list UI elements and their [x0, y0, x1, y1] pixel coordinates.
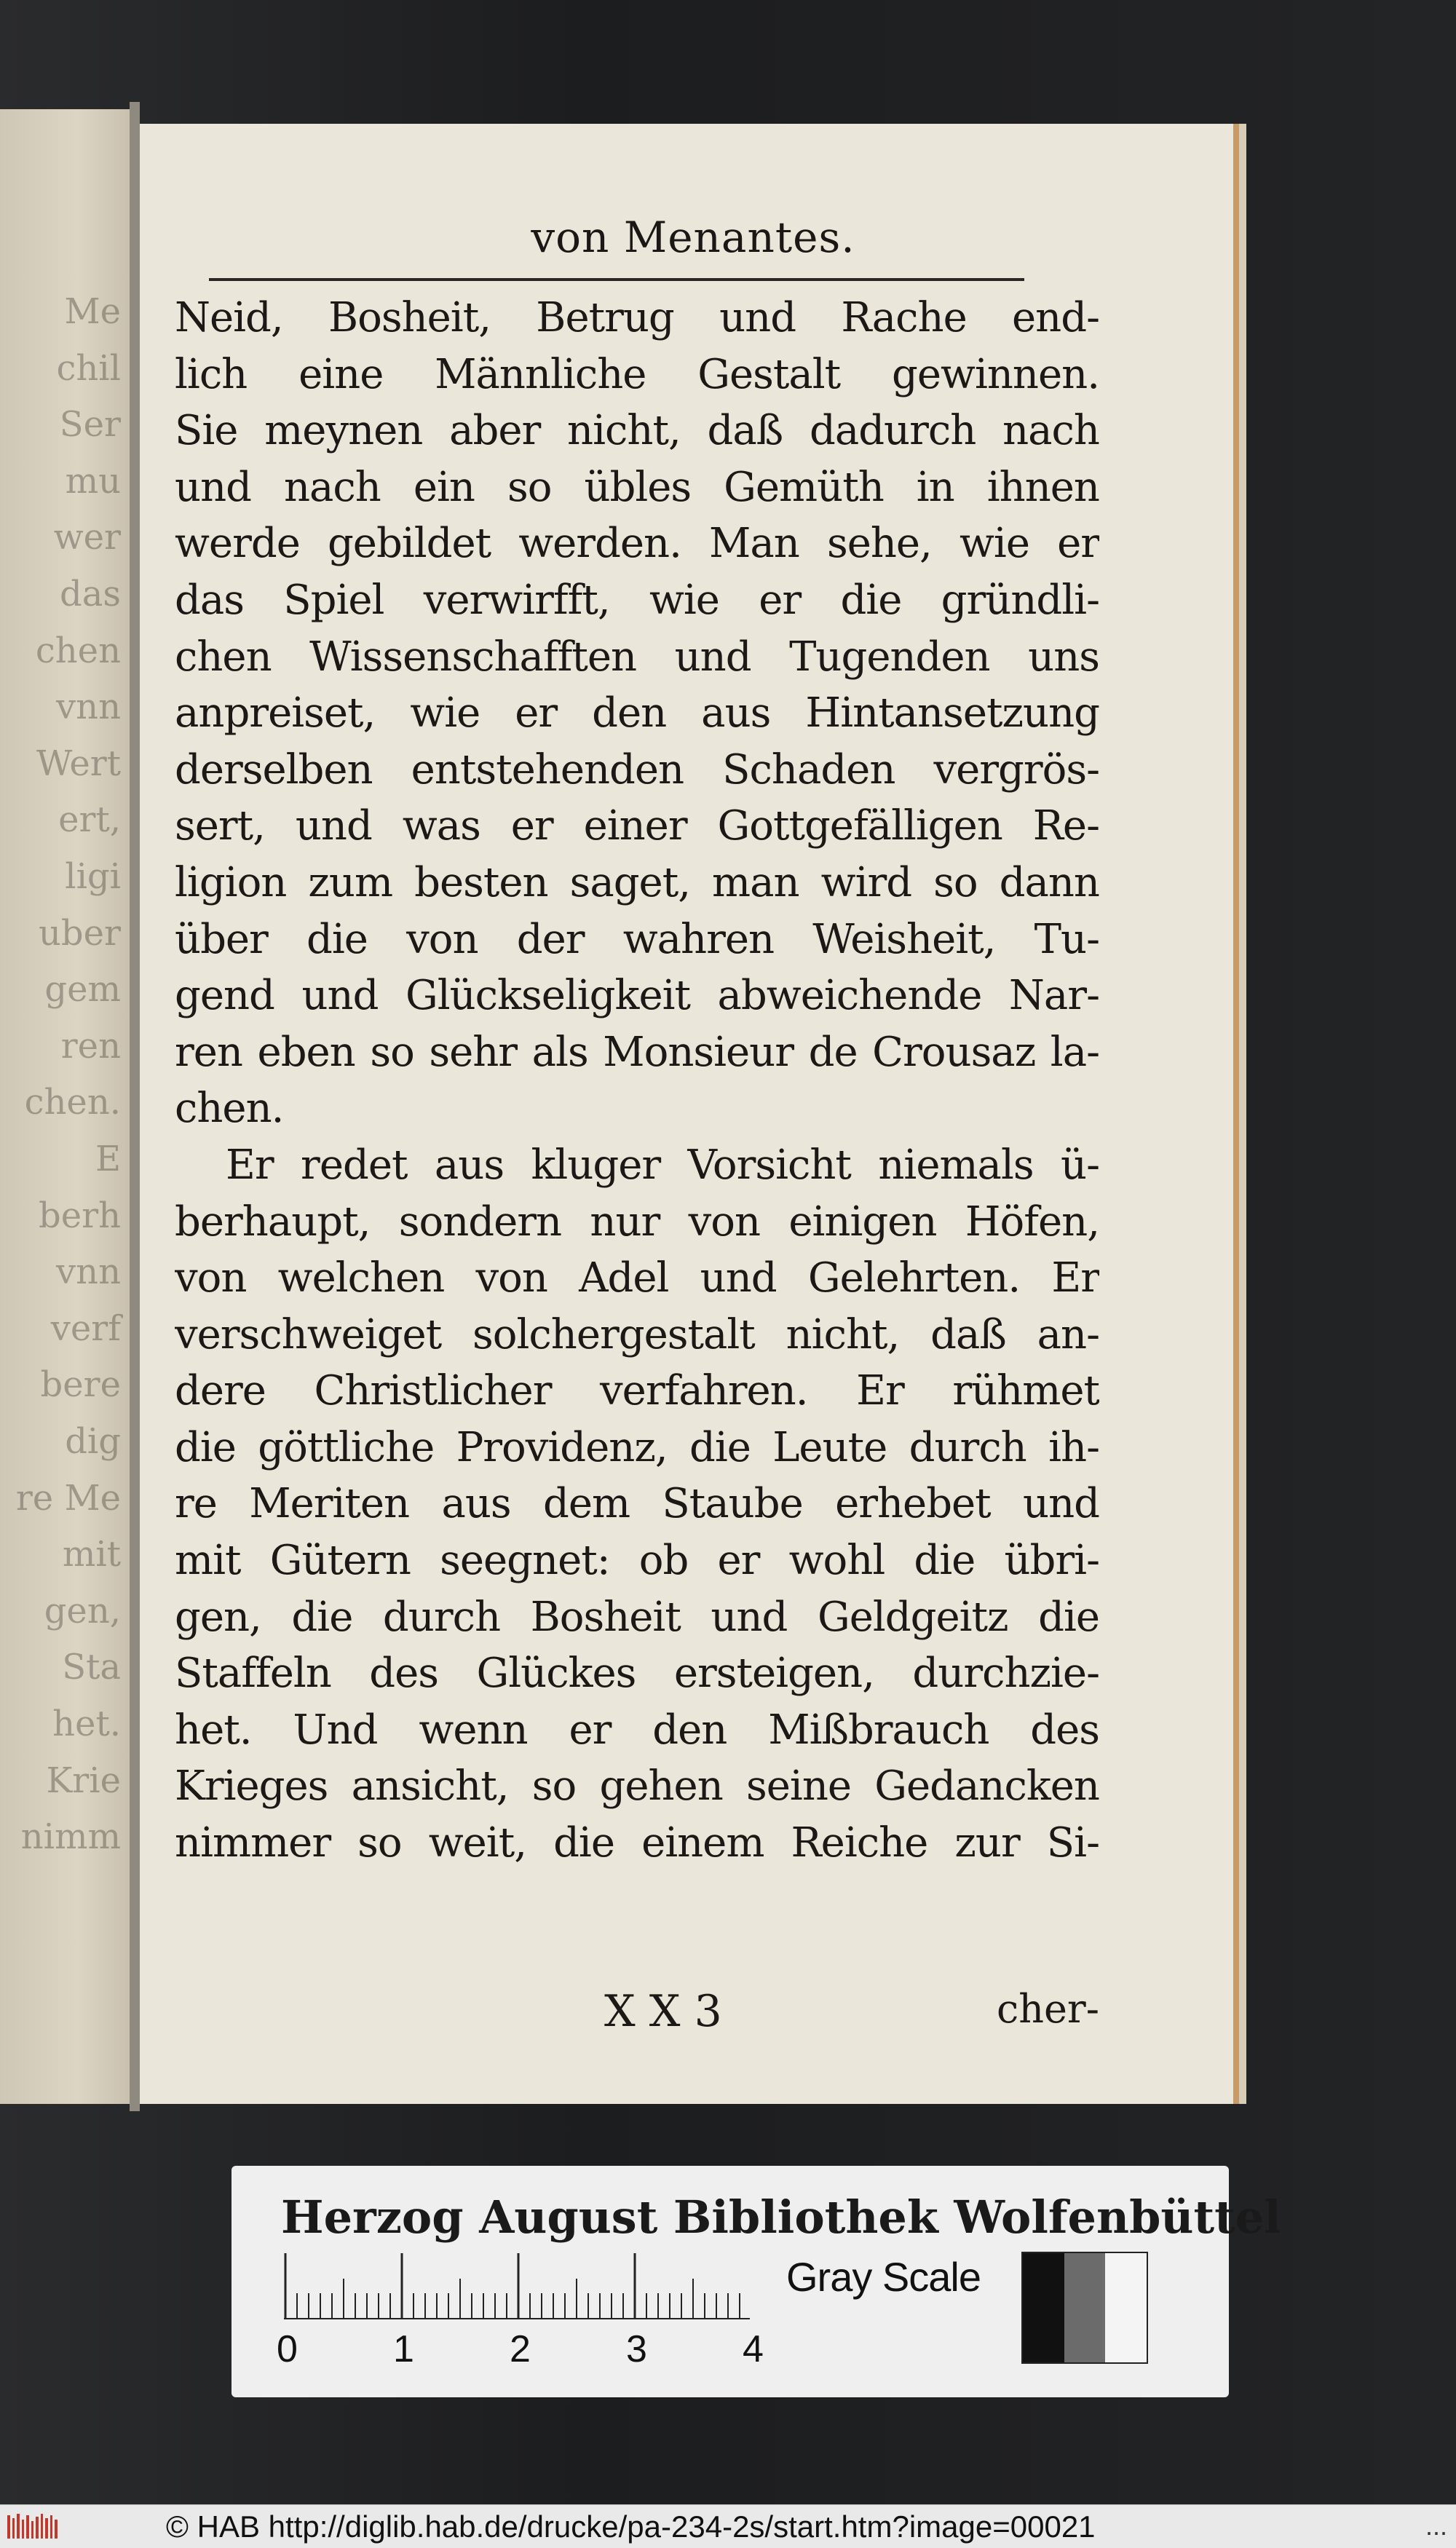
text-line: sert, und was er einer Gottgefälligen Re- [175, 802, 1099, 850]
page-gutter [130, 102, 140, 2111]
gray-swatch [1064, 2253, 1106, 2362]
previous-page-fragment: nimm [20, 1816, 121, 1858]
previous-page-fragment: das [60, 574, 121, 614]
previous-page-fragment: Me [64, 291, 121, 332]
ruler-label: 3 [626, 2328, 647, 2370]
previous-page-fragment: mit [62, 1534, 121, 1575]
text-line: anpreiset, wie er den aus Hintansetzung [175, 689, 1099, 737]
catchword: cher- [996, 1986, 1099, 2032]
text-line: re Meriten aus dem Staube erhebet und [175, 1480, 1099, 1528]
previous-page-fragment: bere [40, 1364, 121, 1406]
text-line: het. Und wenn er den Mißbrauch des [175, 1706, 1099, 1754]
gray-scale-label: Gray Scale [786, 2254, 981, 2300]
signature-mark: X X 3 [604, 1986, 722, 2037]
text-line: Neid, Bosheit, Betrug und Rache end- [175, 294, 1099, 341]
copyright-url[interactable]: © HAB http://diglib.hab.de/drucke/pa-234-2s/start.htm?image=00021 [166, 2509, 1096, 2544]
book-page [140, 124, 1246, 2104]
ruler-label: 1 [393, 2328, 414, 2370]
text-line: Er redet aus kluger Vorsicht niemals ü- [226, 1141, 1099, 1189]
previous-page-fragment: chen [35, 630, 121, 671]
text-line: Staffeln des Glückes ersteigen, durchzie- [175, 1650, 1099, 1698]
running-header: von Menantes. [531, 213, 855, 262]
text-line: chen. [175, 1085, 284, 1133]
previous-page-fragment: re Me [15, 1477, 121, 1519]
page-footer [175, 1986, 1099, 2052]
text-line: mit Gütern seegnet: ob er wohl die übri- [175, 1537, 1099, 1585]
library-name: Herzog August Bibliothek Wolfenbüttel [281, 2191, 1281, 2244]
previous-page-fragment: Sta [62, 1647, 121, 1688]
text-line: chen Wissenschafften und Tugenden uns [175, 633, 1099, 681]
text-line: lich eine Männliche Gestalt gewinnen. [175, 350, 1099, 398]
previous-page-fragment: Ser [59, 404, 121, 446]
text-line: ligion zum besten saget, man wird so dann [175, 858, 1099, 906]
previous-page-fragment: ren [60, 1025, 121, 1067]
ruler-label: 4 [743, 2328, 764, 2370]
text-line: Krieges ansicht, so gehen seine Gedancken [175, 1762, 1099, 1811]
text-line: derselben entstehenden Schaden vergrös- [175, 745, 1099, 794]
page-text [175, 290, 1099, 1872]
text-line: berhaupt, sondern nur von einigen Höfen, [175, 1198, 1099, 1246]
text-line: und nach ein so übles Gemüth in ihnen [175, 463, 1099, 511]
ruler-label: 0 [277, 2328, 298, 2370]
text-line: das Spiel verwirfft, wie er die gründli- [175, 576, 1099, 624]
gray-swatch [1023, 2253, 1064, 2362]
previous-page-fragment: mu [65, 460, 121, 502]
status-bar [0, 2504, 1456, 2548]
previous-page-edge [0, 109, 130, 2104]
previous-page-fragment: vnn [56, 1251, 121, 1293]
previous-page-fragment: verf [50, 1307, 121, 1349]
color-reference-card [232, 2166, 1281, 2397]
gray-swatch [1105, 2253, 1147, 2362]
previous-page-fragment: wer [53, 517, 121, 558]
header-rule [209, 278, 1024, 281]
previous-page-fragment: chil [56, 347, 121, 389]
text-line: Sie meynen aber nicht, daß dadurch nach [175, 407, 1099, 455]
previous-page-fragment: uber [39, 912, 121, 954]
hab-logo-icon [6, 2512, 63, 2541]
more-icon[interactable]: ... [1425, 2511, 1447, 2541]
previous-page-fragment: gem [44, 969, 121, 1010]
previous-page-fragment: berh [39, 1195, 121, 1236]
text-line: gen, die durch Bosheit und Geldgeitz die [175, 1593, 1099, 1641]
previous-page-fragment: vnn [56, 687, 121, 728]
text-line: die göttliche Providenz, die Leute durch ih- [175, 1423, 1099, 1471]
previous-page-fragment: dig [65, 1421, 121, 1462]
previous-page-fragment: ligi [65, 856, 121, 897]
previous-page-fragment: het. [52, 1704, 121, 1744]
previous-page-fragment: Wert [36, 743, 121, 784]
gray-scale-swatches [1021, 2252, 1148, 2364]
ruler-label: 2 [510, 2328, 531, 2370]
ruler-labels [277, 2327, 786, 2371]
text-line: werde gebildet werden. Man sehe, wie er [175, 520, 1099, 568]
previous-page-fragment: ert, [58, 799, 121, 841]
previous-page-fragment: Krie [46, 1760, 121, 1801]
text-line: über die von der wahren Weisheit, Tu- [175, 915, 1099, 963]
text-line: verschweiget solchergestalt nicht, daß an- [175, 1310, 1099, 1358]
previous-page-fragment: E [95, 1139, 121, 1179]
text-line: dere Christlicher verfahren. Er rühmet [175, 1367, 1099, 1415]
previous-page-fragment: gen, [44, 1590, 121, 1631]
text-line: von welchen von Adel und Gelehrten. Er [175, 1254, 1099, 1302]
text-line: gend und Glückseligkeit abweichende Nar- [175, 972, 1099, 1020]
text-line: nimmer so weit, die einem Reiche zur Si- [175, 1819, 1099, 1867]
text-line: ren eben so sehr als Monsieur de Crousaz la- [175, 1028, 1099, 1076]
previous-page-fragment: chen. [24, 1082, 121, 1123]
